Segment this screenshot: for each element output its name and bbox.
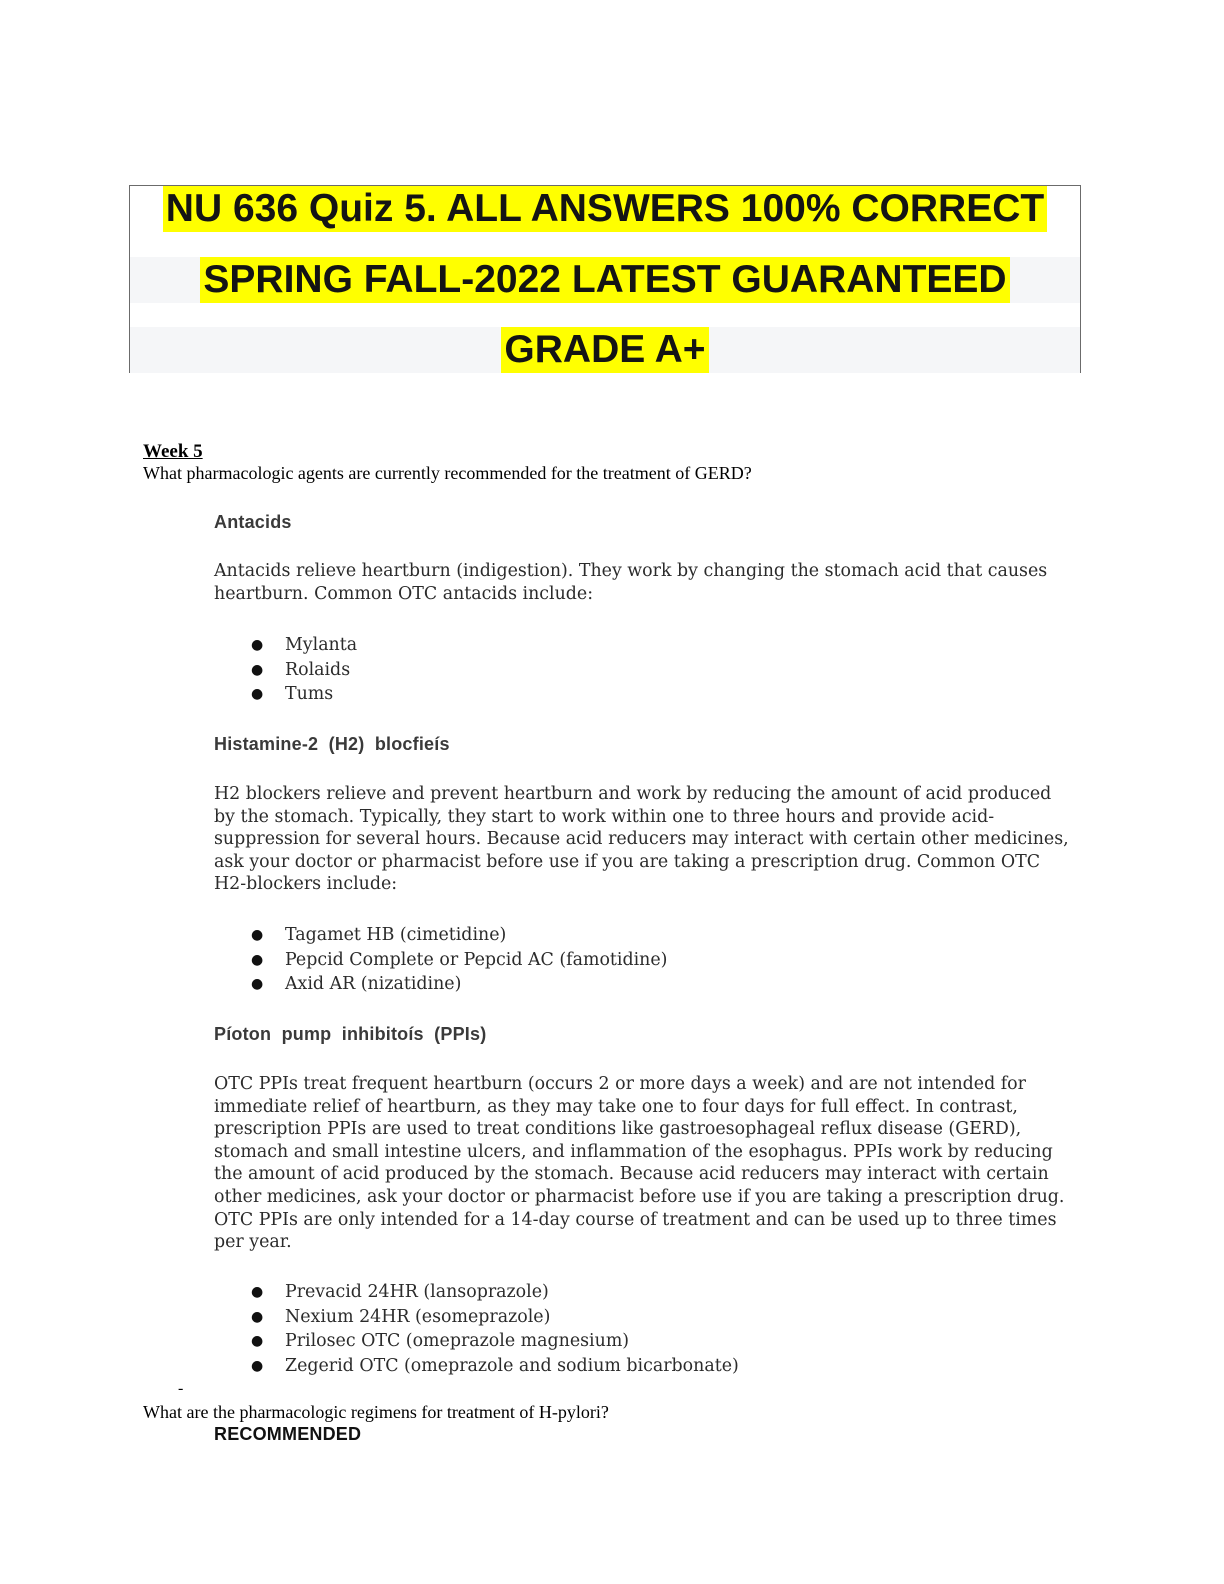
title-line-2: [130, 257, 1080, 303]
list-item: [214, 1329, 739, 1354]
bullet-icon: ●: [251, 951, 264, 968]
dash-mark: -: [178, 1380, 184, 1397]
bullet-icon: ●: [251, 1357, 264, 1374]
bullet-icon: ●: [251, 637, 264, 653]
list-item: [214, 658, 357, 683]
list-item: [214, 972, 667, 997]
antacids-paragraph: Antacids relieve heartburn (indigestion). They work by changing the stomach acid that causes heartburn. Common OTC antacids include:: [214, 561, 1048, 604]
list-item-text: Pepcid Complete or Pepcid AC (famotidine): [285, 949, 668, 970]
list-item: [214, 1280, 739, 1305]
list-item-text: Nexium 24HR (esomeprazole): [285, 1306, 551, 1327]
title-line-1: [130, 186, 1080, 232]
list-item: [214, 682, 357, 707]
title-line-3: [130, 327, 1080, 373]
list-item-text: Prilosec OTC (omeprazole magnesium): [285, 1331, 630, 1351]
bullet-icon: ●: [251, 686, 264, 702]
document-title-box: [129, 185, 1081, 373]
bullet-icon: ●: [251, 1333, 264, 1349]
bullet-icon: ●: [251, 661, 264, 678]
ppi-heading: Píoton pump inhibitoís (PPIs): [214, 1024, 487, 1044]
list-item: [214, 923, 667, 948]
bullet-icon: ●: [251, 1284, 264, 1300]
antacids-heading: Antacids: [214, 512, 292, 532]
list-item-text: Mylanta: [285, 635, 358, 655]
list-item-text: Prevacid 24HR (lansoprazole): [285, 1282, 549, 1302]
list-item-text: Zegerid OTC (omeprazole and sodium bicarbonate): [285, 1355, 739, 1376]
question-hpylori: What are the pharmacologic regimens for treatment of H-pylori?: [143, 1402, 609, 1422]
ppi-paragraph: OTC PPIs treat frequent heartburn (occurs 2 or more days a week) and are not intended for immediate relief of heartburn, as they may take one to four days for full effect. In contrast, prescription PPIs are used to treat conditions like gastroesophageal reflux disease (GERD), stomach and small intestine ulcers, and inflammation of the esophagus. PPIs work by reducing the amount of acid produced by the stomach. Because acid reducers may interact with certain other medicines, ask your doctor or pharmacist before use if you are taking a prescription drug. OTC PPIs are only intended for a 14-day course of treatment and can be used up to three times per year.: [214, 1074, 1065, 1253]
list-item: [214, 1305, 739, 1330]
h2-blockers-list: [214, 923, 667, 997]
question-gerd: What pharmacologic agents are currently recommended for the treatment of GERD?: [143, 463, 752, 483]
week-label: Week 5: [143, 441, 203, 462]
list-item-text: Tagamet HB (cimetidine): [285, 925, 507, 945]
recommended-heading: RECOMMENDED: [214, 1424, 362, 1444]
title-text-2: SPRING FALL-2022 LATEST GUARANTEED: [200, 257, 1009, 303]
h2-blockers-heading: Histamine-2 (H2) blocfieís: [214, 734, 450, 754]
list-item: [214, 633, 357, 658]
title-text-1: NU 636 Quiz 5. ALL ANSWERS 100% CORRECT: [163, 186, 1047, 232]
list-item: [214, 948, 667, 973]
bullet-icon: ●: [251, 1308, 264, 1325]
title-text-3: GRADE A+: [501, 327, 708, 373]
h2-blockers-paragraph: H2 blockers relieve and prevent heartburn and work by reducing the amount of acid produced by the stomach. Typically, they start to work within one to three hours and provide acid-suppression for several hours. Because acid reducers may interact with certain other medicines, ask your doctor or pharmacist before use if you are taking a prescription drug. Common OTC H2-blockers include:: [214, 784, 1069, 895]
bullet-icon: ●: [251, 927, 264, 943]
antacids-list: [214, 633, 357, 707]
bullet-icon: ●: [251, 976, 264, 992]
list-item-text: Axid AR (nizatidine): [285, 974, 462, 994]
ppi-list: [214, 1280, 739, 1378]
list-item-text: Tums: [285, 684, 334, 704]
list-item: [214, 1354, 739, 1379]
list-item-text: Rolaids: [285, 659, 351, 680]
